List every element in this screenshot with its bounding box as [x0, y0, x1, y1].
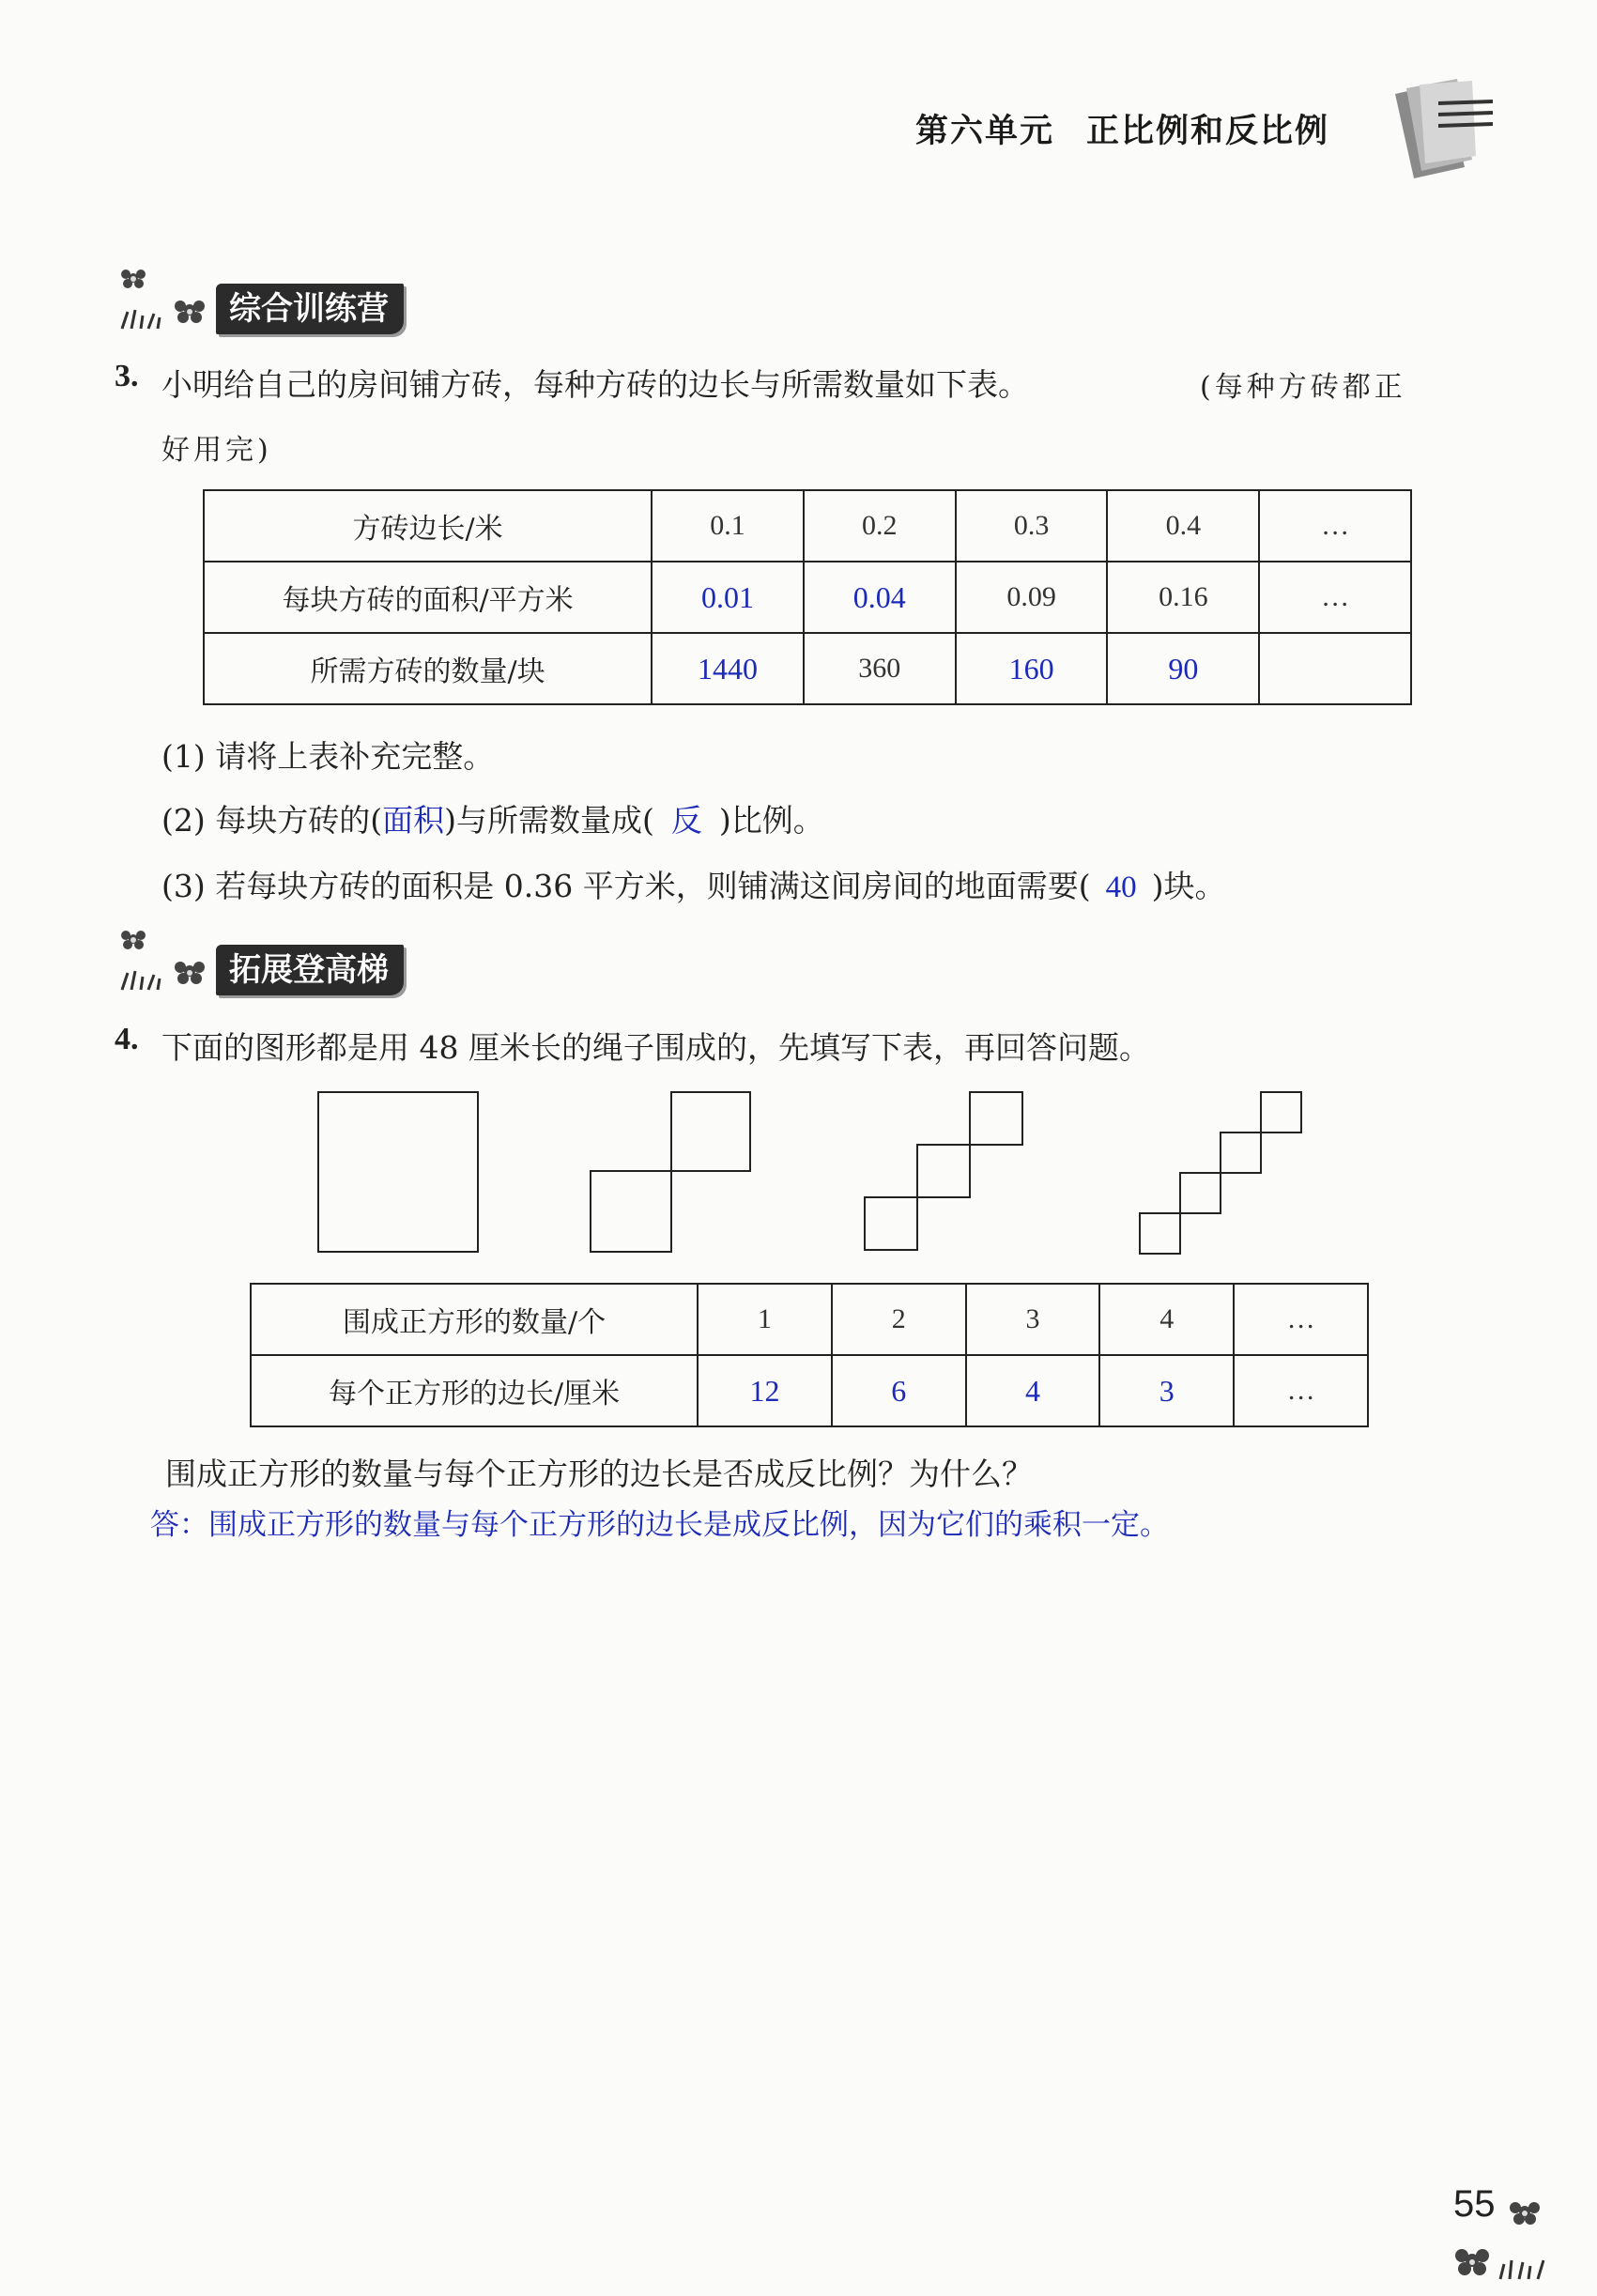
- question-text: 小明给自己的房间铺方砖，每种方砖的边长与所需数量如下表。: [161, 366, 1029, 403]
- answer-cell: 1440: [652, 633, 804, 704]
- question-number: 4.: [115, 1022, 139, 1056]
- table-cell: …: [1234, 1284, 1368, 1355]
- tile-table: [203, 489, 1412, 705]
- question-number: 3.: [115, 359, 139, 393]
- row-label: 方砖边长/米: [204, 490, 652, 562]
- table-cell: 2: [832, 1284, 966, 1355]
- table-row: [204, 562, 1411, 633]
- answer-cell: 4: [966, 1355, 1100, 1426]
- table-cell: 4: [1099, 1284, 1234, 1355]
- table-cell: …: [1259, 562, 1411, 633]
- table-cell: 0.09: [956, 562, 1108, 633]
- square-table: [250, 1283, 1369, 1427]
- table-cell: …: [1259, 490, 1411, 562]
- row-label: 每块方砖的面积/平方米: [204, 562, 652, 633]
- table-row: [251, 1284, 1368, 1355]
- table-cell: 360: [804, 633, 956, 704]
- answer-cell: 6: [832, 1355, 966, 1426]
- table-cell: 0.16: [1107, 562, 1259, 633]
- chapter-unit: 第六单元: [915, 113, 1055, 150]
- answer-cell: 0.01: [652, 562, 804, 633]
- chapter-header: [915, 105, 1329, 152]
- table-cell: …: [1234, 1355, 1368, 1426]
- row-label: 每个正方形的边长/厘米: [251, 1355, 698, 1426]
- answer-cell: 0.04: [804, 562, 956, 633]
- book-icon: [1378, 73, 1500, 186]
- flower-grass-icon: [115, 263, 218, 338]
- chapter-title: 正比例和反比例: [1086, 113, 1330, 150]
- table-cell: 0.4: [1107, 490, 1259, 562]
- section-badge-practice: 综合训练营: [216, 284, 404, 334]
- page-number: 55: [1453, 2183, 1496, 2225]
- table-row: [204, 633, 1411, 704]
- sub-question-3: (3) 若每块方砖的面积是 0.36 平方米，则铺满这间房间的地面需要( 40 )块。: [161, 868, 1226, 904]
- table-cell: 0.3: [956, 490, 1108, 562]
- table-cell: 3: [966, 1284, 1100, 1355]
- written-answer: 答：围成正方形的数量与每个正方形的边长是成反比例，因为它们的乘积一定。: [150, 1508, 1169, 1542]
- answer-cell: 90: [1107, 633, 1259, 704]
- answer-blank: 反: [670, 805, 702, 839]
- flower-grass-icon: [1453, 2193, 1566, 2287]
- sub-question-1: (1) 请将上表补充完整。: [161, 738, 495, 775]
- answer-cell: 160: [956, 633, 1108, 704]
- table-cell: 1: [698, 1284, 832, 1355]
- answer-cell: 3: [1099, 1355, 1234, 1426]
- table-cell: 0.2: [804, 490, 956, 562]
- section-badge-extension: 拓展登高梯: [216, 945, 404, 995]
- sub-question-2: (2) 每块方砖的(面积)与所需数量成( 反 )比例。: [161, 802, 824, 839]
- follow-up-question: 围成正方形的数量与每个正方形的边长是否成反比例？为什么？: [165, 1456, 1033, 1492]
- table-cell: [1259, 633, 1411, 704]
- question-note: 好用完): [161, 434, 272, 467]
- answer-cell: 12: [698, 1355, 832, 1426]
- question-text: 下面的图形都是用 48 厘米长的绳子围成的，先填写下表，再回答问题。: [161, 1029, 1150, 1066]
- row-label: 所需方砖的数量/块: [204, 633, 652, 704]
- table-cell: 0.1: [652, 490, 804, 562]
- answer-blank: 40: [1105, 871, 1137, 904]
- table-row: [251, 1355, 1368, 1426]
- flower-grass-icon: [115, 924, 218, 999]
- table-row: [204, 490, 1411, 562]
- answer-blank: 面积: [382, 805, 445, 839]
- row-label: 围成正方形的数量/个: [251, 1284, 698, 1355]
- question-note: (每种方砖都正: [1200, 371, 1406, 404]
